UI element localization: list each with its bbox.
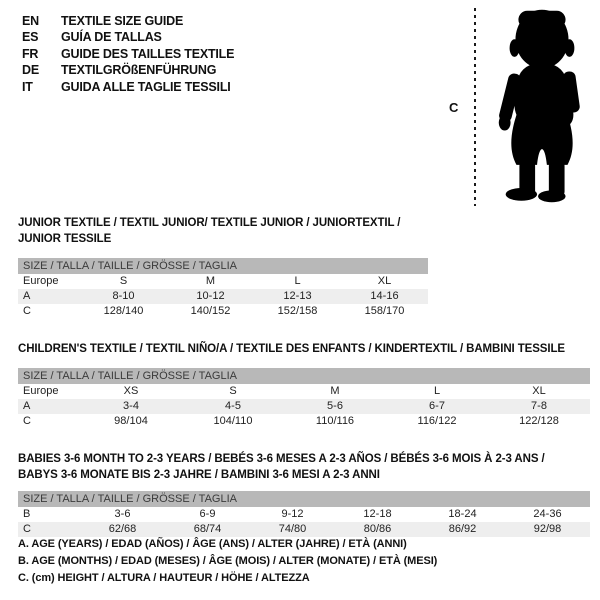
language-title: GUIDE DES TAILLES TEXTILE xyxy=(61,46,235,61)
table-cell: 110/116 xyxy=(315,415,355,427)
table-cell: XL xyxy=(532,385,546,397)
table-cell: 152/158 xyxy=(277,305,318,317)
language-code: EN xyxy=(22,14,39,28)
table-cell: 140/152 xyxy=(190,305,231,317)
table-row xyxy=(18,399,590,414)
table-cell: 158/170 xyxy=(364,305,405,317)
table-cell: 12-13 xyxy=(283,290,312,302)
table-cell: S xyxy=(119,275,128,287)
table-cell: XL xyxy=(377,275,392,287)
table-cell: 18-24 xyxy=(448,508,477,520)
table-row xyxy=(18,304,428,319)
table-cell: M xyxy=(205,275,216,287)
language-code: DE xyxy=(22,63,39,78)
language-title: GUÍA DE TALLAS xyxy=(61,30,162,45)
language-title-block xyxy=(22,13,234,95)
language-title: TEXTILE SIZE GUIDE xyxy=(61,14,184,28)
language-row xyxy=(22,62,234,78)
table-cell: 3-4 xyxy=(123,400,139,412)
language-row xyxy=(22,29,234,45)
table-cell: 104/110 xyxy=(213,415,253,427)
table-cell: S xyxy=(229,385,237,397)
table-row xyxy=(18,414,590,429)
table-cell: 62/68 xyxy=(108,523,137,535)
table-cell: 74/80 xyxy=(278,523,307,535)
language-title: GUIDA ALLE TAGLIE TESSILI xyxy=(61,79,231,94)
row-label: A xyxy=(23,400,31,412)
table-cell: XS xyxy=(123,385,139,397)
table-cell: 3-6 xyxy=(114,508,131,520)
table-cell: M xyxy=(330,385,340,397)
table-cell: 8-10 xyxy=(112,290,135,302)
table-row xyxy=(18,384,590,399)
table-cell: 24-36 xyxy=(533,508,562,520)
table-cell: 10-12 xyxy=(196,290,225,302)
row-label: A xyxy=(23,290,31,302)
table-title xyxy=(18,451,590,483)
size-table xyxy=(18,341,590,429)
footnote-b: B. AGE (MONTHS) / EDAD (MESES) / ÂGE (MOIS) / ALTER (MONATE) / ETÀ (MESI) xyxy=(18,555,438,567)
table-cell: 68/74 xyxy=(193,523,222,535)
row-label: C xyxy=(23,523,31,535)
table-cell: 6-7 xyxy=(429,400,445,412)
size-table xyxy=(18,451,590,537)
language-row xyxy=(22,79,234,95)
row-label: B xyxy=(23,508,31,520)
table-cell: 116/122 xyxy=(417,415,457,427)
table-row xyxy=(18,522,590,537)
language-code: FR xyxy=(22,46,39,61)
table-cell: 98/104 xyxy=(114,415,148,427)
language-row xyxy=(22,13,234,29)
table-cell: 9-12 xyxy=(281,508,304,520)
tables xyxy=(18,215,590,559)
table-title xyxy=(18,215,428,247)
footnote-c: C. (cm) HEIGHT / ALTURA / HAUTEUR / HÖHE / ALTEZZA xyxy=(18,572,310,584)
table-row xyxy=(18,289,428,304)
row-label: C xyxy=(23,305,31,317)
table-cell: 14-16 xyxy=(370,290,399,302)
size-header-bar: SIZE / TALLA / TAILLE / GRÖSSE / TAGLIA xyxy=(18,258,428,274)
baby-silhouette-icon xyxy=(487,6,595,204)
table-title-line: JUNIOR TEXTILE / TEXTIL JUNIOR/ TEXTILE JUNIOR / JUNIORTEXTIL / JUNIOR TESSILE xyxy=(18,217,401,245)
height-measure-label: C xyxy=(449,100,459,115)
table-cell: 128/140 xyxy=(103,305,144,317)
language-code: IT xyxy=(22,79,33,94)
table-cell: 6-9 xyxy=(199,508,216,520)
footnotes xyxy=(18,536,437,587)
table-cell: 86/92 xyxy=(448,523,477,535)
language-code: ES xyxy=(22,30,39,45)
table-title-line: BABIES 3-6 MONTH TO 2-3 YEARS / BEBÉS 3-6 MESES A 2-3 AÑOS / BÉBÉS 3-6 MOIS À 2-3 ANS / xyxy=(18,453,545,465)
table-row xyxy=(18,507,590,522)
table-title xyxy=(18,341,590,357)
table-cell: L xyxy=(294,275,301,287)
height-dotted-line xyxy=(474,8,476,206)
table-cell: 5-6 xyxy=(327,400,343,412)
table-cell: L xyxy=(433,385,441,397)
table-cell: 12-18 xyxy=(363,508,392,520)
footnote-a: A. AGE (YEARS) / EDAD (AÑOS) / ÂGE (ANS) / ALTER (JAHRE) / ETÀ (ANNI) xyxy=(18,538,407,550)
language-title: TEXTILGRÖßENFÜHRUNG xyxy=(61,63,217,78)
row-label: C xyxy=(23,415,31,427)
table-cell: 122/128 xyxy=(519,415,559,427)
table-cell: 7-8 xyxy=(531,400,547,412)
table-cell: 4-5 xyxy=(225,400,241,412)
table-cell: 92/98 xyxy=(533,523,562,535)
table-title-line: BABYS 3-6 MONATE BIS 2-3 JAHRE / BAMBINI 3-6 MESI A 2-3 ANNI xyxy=(18,469,380,481)
table-cell: 80/86 xyxy=(363,523,392,535)
size-header-bar: SIZE / TALLA / TAILLE / GRÖSSE / TAGLIA xyxy=(18,491,590,507)
size-table xyxy=(18,215,428,319)
language-row xyxy=(22,46,234,62)
table-title-line: CHILDREN'S TEXTILE / TEXTIL NIÑO/A / TEXTILE DES ENFANTS / KINDERTEXTIL / BAMBINI TESSILE xyxy=(18,343,565,355)
row-label: Europe xyxy=(23,275,59,287)
row-label: Europe xyxy=(23,385,59,397)
table-row xyxy=(18,274,428,289)
size-header-bar: SIZE / TALLA / TAILLE / GRÖSSE / TAGLIA xyxy=(18,368,590,384)
